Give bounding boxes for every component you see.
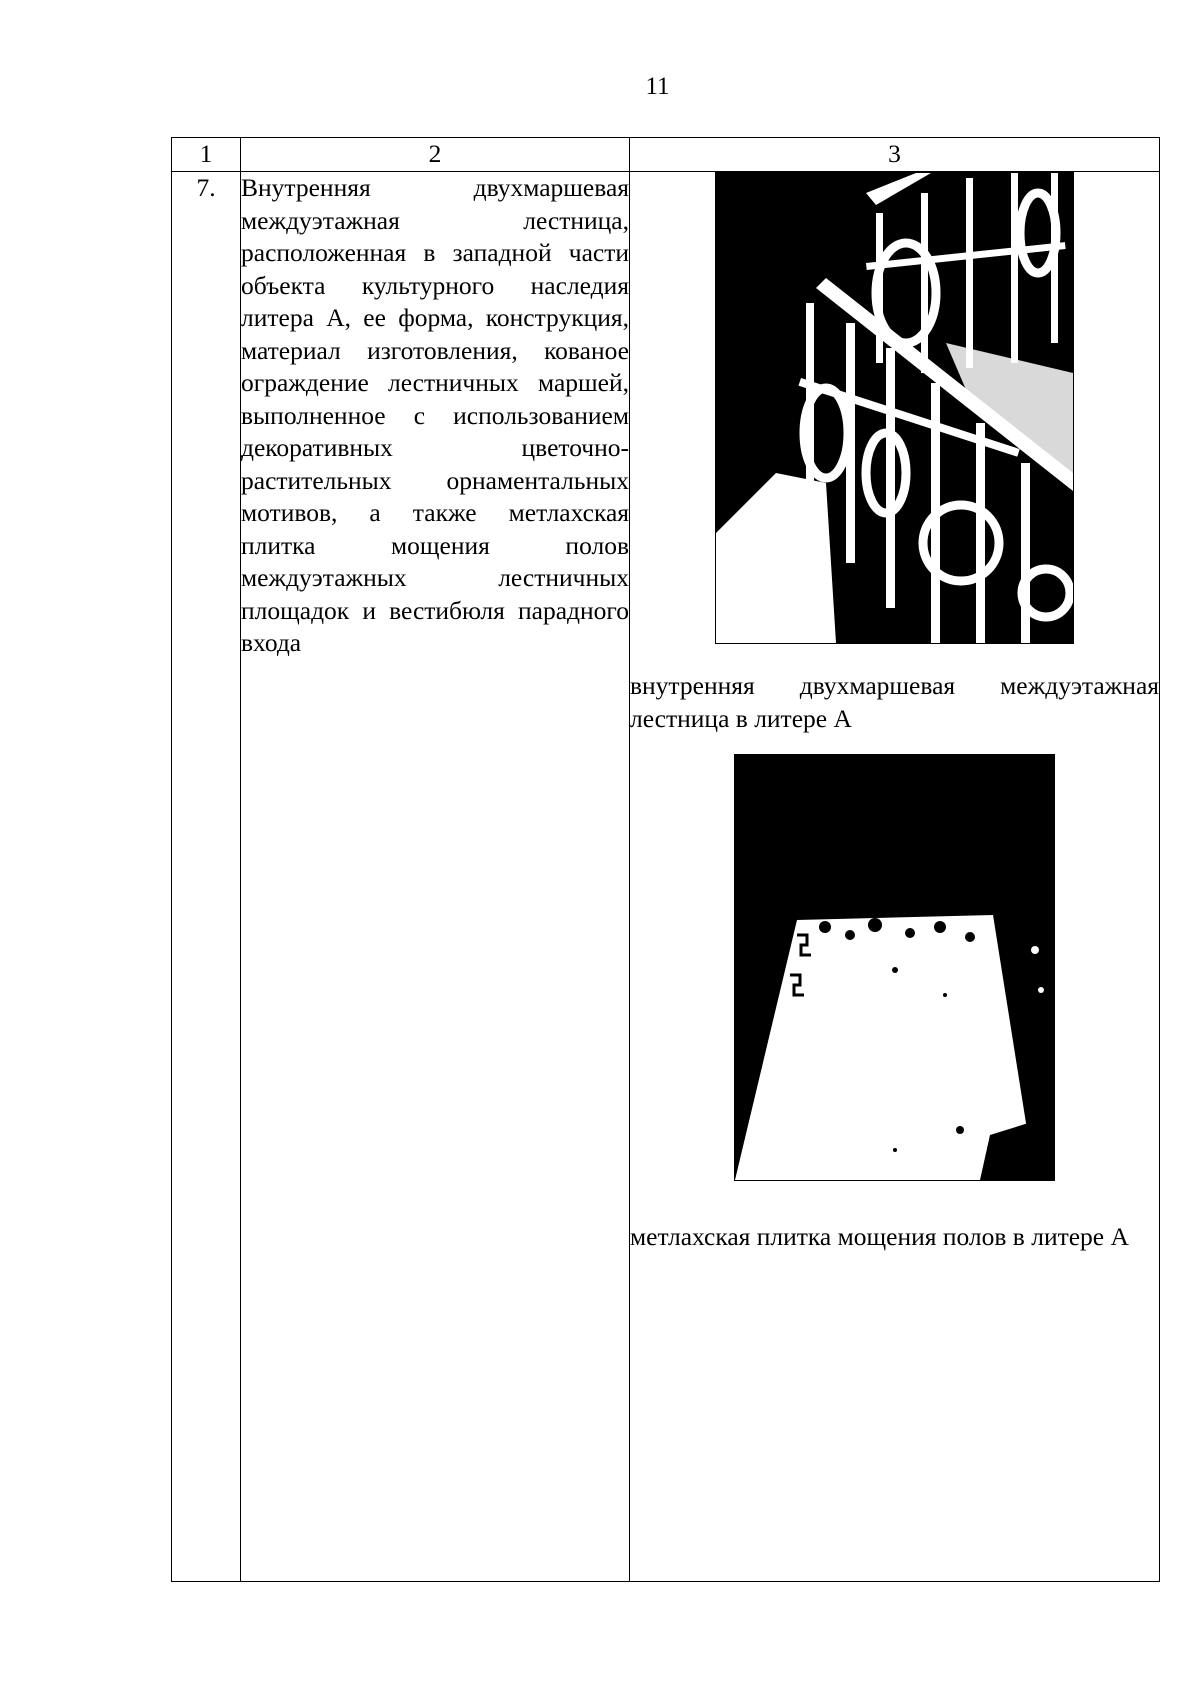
row-number: 7.	[172, 172, 241, 1582]
photo-caption: внутренняя двухмаршевая междуэтажная лестница в литере А	[630, 671, 1159, 733]
column-header-3: 3	[630, 138, 1160, 172]
staircase-photo	[715, 172, 1074, 644]
photo-caption: метлахская плитка мощения полов в литере А	[630, 1222, 1129, 1251]
column-header-2: 2	[241, 138, 630, 172]
table-row	[172, 172, 1160, 1582]
table-header-row	[172, 138, 1160, 172]
floor-tile-photo	[734, 754, 1055, 1181]
page-number: 11	[645, 73, 670, 100]
column-header-1: 1	[172, 138, 241, 172]
object-table	[171, 137, 1160, 1582]
row-photos	[630, 172, 1160, 1582]
row-description: Внутренняя двухмаршевая междуэтажная лестница, расположенная в западной части объекта культурного наследия литера А, ее форма, конструкция, материал изготовления, кованое ограждение лестничных маршей, выполненное с использованием декоративных цветочно-растительных орнаментальных мотивов, а также метлахская плитка мощения полов междуэтажных лестничных площадок и вестибюля парадного входа	[241, 172, 630, 1582]
